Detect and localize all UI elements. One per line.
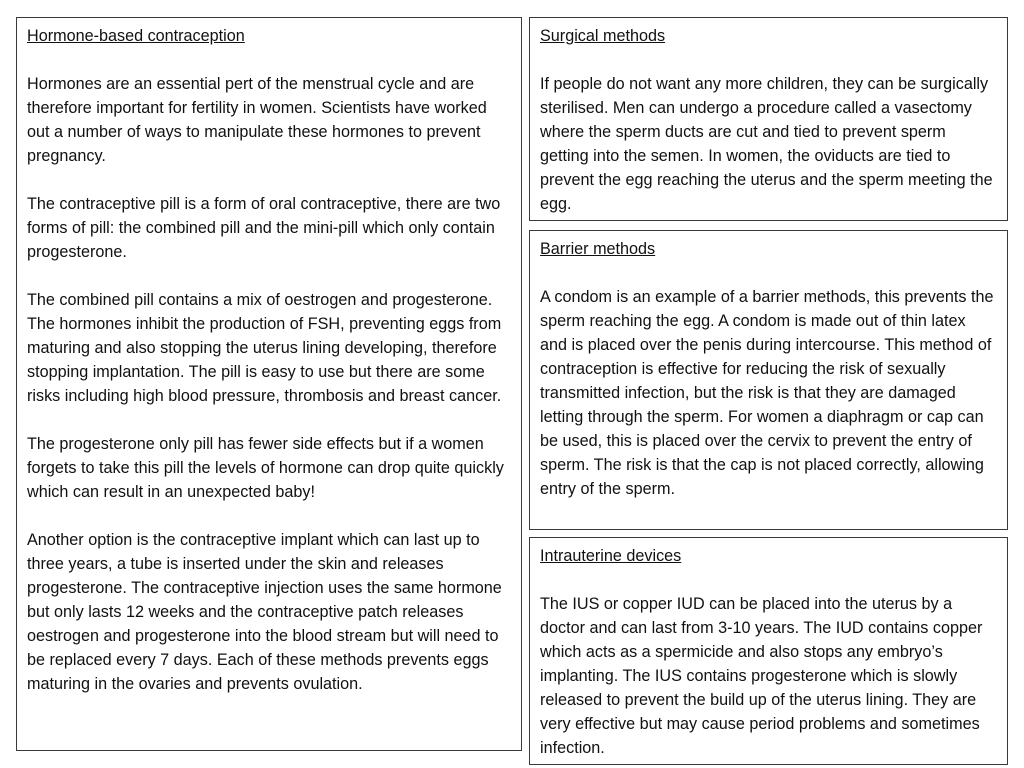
- barrier-methods-title: Barrier methods: [540, 240, 656, 258]
- barrier-methods-box: [529, 230, 1008, 530]
- barrier-paragraph: A condom is an example of a barrier methods, this prevents the sperm reaching the egg. A condom is made out of thin latex and is placed over the penis during intercourse. This method of contraception is effective for reducing the risk of sexually transmitted infection, but the risk is that they are damaged letting through the sperm. For women a diaphragm or cap can be used, this is placed over the cervix to prevent the entry of sperm. The risk is that the cap is not placed correctly, allowing entry of the sperm.: [540, 288, 994, 498]
- hormone-paragraph: Another option is the contraceptive implant which can last up to three years, a tube is inserted under the skin and releases progesterone. The contraceptive injection uses the same hormone but only lasts 12 weeks and the contraceptive patch releases oestrogen and progesterone into the blood stream but will need to be replaced every 7 days. Each of these methods prevents eggs maturing in the ovaries and prevents ovulation.: [27, 531, 502, 693]
- iud-paragraph: The IUS or copper IUD can be placed into the uterus by a doctor and can last from 3-10 years. The IUD contains copper which acts as a spermicide and also stops any embryo’s implanting. The IUS contains progesterone which is slowly released to prevent the build up of the uterus lining. They are very effective but may cause period problems and sometimes infection.: [540, 595, 983, 757]
- hormone-contraception-title: Hormone-based contraception: [27, 27, 245, 45]
- intrauterine-devices-box: [529, 537, 1008, 765]
- hormone-paragraph: Hormones are an essential pert of the menstrual cycle and are therefore important for fertility in women. Scientists have worked out a number of ways to manipulate these hormones to prevent pregnancy.: [27, 75, 487, 165]
- hormone-paragraph: The progesterone only pill has fewer side effects but if a women forgets to take this pill the levels of hormone can drop quite quickly which can result in an unexpected baby!: [27, 435, 504, 501]
- surgical-methods-box: [529, 17, 1008, 221]
- intrauterine-devices-title: Intrauterine devices: [540, 547, 682, 565]
- hormone-paragraph: The combined pill contains a mix of oestrogen and progesterone. The hormones inhibit the production of FSH, preventing eggs from maturing and also stopping the uterus lining developing, therefore stopping implantation. The pill is easy to use but there are some risks including high blood pressure, thrombosis and breast cancer.: [27, 291, 502, 405]
- hormone-paragraph: The contraceptive pill is a form of oral contraceptive, there are two forms of pill: the combined pill and the mini-pill which only contain progesterone.: [27, 195, 501, 261]
- surgical-methods-title: Surgical methods: [540, 27, 666, 45]
- hormone-contraception-box: [16, 17, 522, 751]
- surgical-paragraph: If people do not want any more children, they can be surgically sterilised. Men can undergo a procedure called a vasectomy where the sperm ducts are cut and tied to prevent sperm getting into the semen. In women, the oviducts are tied to prevent the egg reaching the uterus and the sperm meeting the egg.: [540, 75, 993, 213]
